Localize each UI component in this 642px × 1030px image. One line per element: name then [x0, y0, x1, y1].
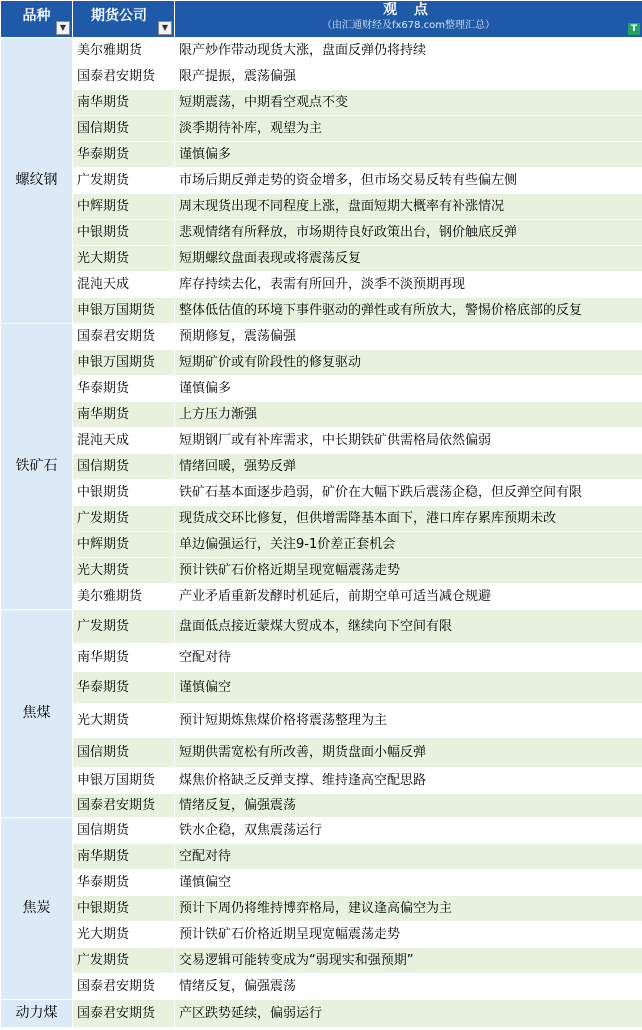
table-row: [1, 90, 642, 116]
view-cell: 现货成交环比修复，但供增需降基本面下，港口库存累库预期未改: [175, 506, 642, 532]
company-cell: 南华期货: [73, 644, 175, 672]
table-row: [1, 428, 642, 454]
table-row: [1, 298, 642, 324]
filter-active-icon[interactable]: T: [628, 23, 640, 35]
view-cell: 交易逻辑可能转变成为“弱现实和强预期”: [175, 948, 642, 974]
company-cell: 国信期货: [73, 454, 175, 480]
table-row: [1, 704, 642, 738]
table-row: [1, 870, 642, 896]
view-cell: 谨慎偏多: [175, 376, 642, 402]
view-cell: 空配对待: [175, 844, 642, 870]
company-cell: 中银期货: [73, 896, 175, 922]
header-row: [1, 1, 642, 38]
table-row: [1, 402, 642, 428]
view-cell: 预计铁矿石价格近期呈现宽幅震荡走势: [175, 922, 642, 948]
company-cell: 华泰期货: [73, 376, 175, 402]
company-cell: 南华期货: [73, 90, 175, 116]
view-cell: 预计短期炼焦煤价格将震荡整理为主: [175, 704, 642, 738]
view-cell: 悲观情绪有所释放，市场期待良好政策出台，钢价触底反弹: [175, 220, 642, 246]
table-row: [1, 896, 642, 922]
table-row: [1, 506, 642, 532]
company-cell: 国泰君安期货: [73, 1000, 175, 1028]
company-cell: 国信期货: [73, 738, 175, 768]
table-row: [1, 480, 642, 506]
table-row: [1, 454, 642, 480]
view-cell: 谨慎偏空: [175, 870, 642, 896]
header-company-label: 期货公司: [91, 8, 147, 24]
view-cell: 短期螺纹盘面表现或将震荡反复: [175, 246, 642, 272]
view-cell: 限产提振，震荡偏强: [175, 64, 642, 90]
company-cell: 华泰期货: [73, 672, 175, 704]
view-cell: 库存持续去化，表需有所回升，淡季不淡预期再现: [175, 272, 642, 298]
view-cell: 短期震荡，中期看空观点不变: [175, 90, 642, 116]
table-row: [1, 584, 642, 610]
company-cell: 国信期货: [73, 116, 175, 142]
company-cell: 国泰君安期货: [73, 324, 175, 350]
table-row: [1, 610, 642, 644]
table-row: [1, 844, 642, 870]
company-cell: 南华期货: [73, 844, 175, 870]
table-row: [1, 246, 642, 272]
table-row: [1, 738, 642, 768]
header-variety-label: 品种: [22, 8, 51, 24]
table-row: [1, 948, 642, 974]
table-row: [1, 558, 642, 584]
view-cell: 预计铁矿石价格近期呈现宽幅震荡走势: [175, 558, 642, 584]
company-cell: 光大期货: [73, 922, 175, 948]
company-cell: 申银万国期货: [73, 298, 175, 324]
view-cell: 预期修复，震荡偏强: [175, 324, 642, 350]
company-cell: 美尔雅期货: [73, 38, 175, 64]
company-cell: 光大期货: [73, 558, 175, 584]
header-view-note: （由汇通财经及fx678.com整理汇总）: [321, 20, 496, 31]
view-cell: 空配对待: [175, 644, 642, 672]
table-row: [1, 220, 642, 246]
table-row: [1, 644, 642, 672]
table-row: [1, 168, 642, 194]
view-cell: 煤焦价格缺乏反弹支撑、维持逢高空配思路: [175, 768, 642, 794]
filter-dropdown-icon[interactable]: ▼: [158, 21, 172, 35]
table-body: [1, 38, 642, 1028]
view-cell: 短期钢厂或有补库需求，中长期铁矿供需格局依然偏弱: [175, 428, 642, 454]
variety-cell: 焦煤: [1, 610, 73, 818]
view-cell: 铁水企稳，双焦震荡运行: [175, 818, 642, 844]
view-cell: 谨慎偏空: [175, 672, 642, 704]
company-cell: 国泰君安期货: [73, 974, 175, 1000]
view-cell: 单边偏强运行，关注9-1价差正套机会: [175, 532, 642, 558]
company-cell: 广发期货: [73, 168, 175, 194]
variety-cell: 焦炭: [1, 818, 73, 1000]
table-row: [1, 1000, 642, 1028]
company-cell: 国信期货: [73, 818, 175, 844]
table-row: [1, 142, 642, 168]
table-row: [1, 324, 642, 350]
table-row: [1, 64, 642, 90]
company-cell: 南华期货: [73, 402, 175, 428]
variety-cell: 铁矿石: [1, 324, 73, 610]
table-row: [1, 350, 642, 376]
company-cell: 广发期货: [73, 948, 175, 974]
view-cell: 淡季期待补库，观望为主: [175, 116, 642, 142]
company-cell: 华泰期货: [73, 870, 175, 896]
view-cell: 情绪回暖，强势反弹: [175, 454, 642, 480]
company-cell: 华泰期货: [73, 142, 175, 168]
table-row: [1, 194, 642, 220]
view-cell: 限产炒作带动现货大涨，盘面反弹仍将持续: [175, 38, 642, 64]
header-company: [73, 1, 175, 38]
header-variety: [1, 1, 73, 38]
table-row: [1, 116, 642, 142]
header-view: [175, 1, 642, 38]
view-cell: 产业矛盾重新发酵时机延后，前期空单可适当减仓规避: [175, 584, 642, 610]
view-cell: 短期矿价或有阶段性的修复驱动: [175, 350, 642, 376]
view-cell: 市场后期反弹走势的资金增多，但市场交易反转有些偏左侧: [175, 168, 642, 194]
view-cell: 上方压力渐强: [175, 402, 642, 428]
view-cell: 短期供需宽松有所改善，期货盘面小幅反弹: [175, 738, 642, 768]
company-cell: 中银期货: [73, 480, 175, 506]
view-cell: 铁矿石基本面逐步趋弱，矿价在大幅下跌后震荡企稳，但反弹空间有限: [175, 480, 642, 506]
filter-dropdown-icon[interactable]: ▼: [56, 21, 70, 35]
table-row: [1, 794, 642, 818]
view-cell: 整体低估值的环境下事件驱动的弹性或有所放大，警惕价格底部的反复: [175, 298, 642, 324]
variety-cell: 螺纹钢: [1, 38, 73, 324]
variety-cell: 动力煤: [1, 1000, 73, 1028]
header-view-label: 观 点: [383, 2, 434, 18]
table-row: [1, 532, 642, 558]
company-cell: 混沌天成: [73, 428, 175, 454]
company-cell: 申银万国期货: [73, 768, 175, 794]
view-cell: 情绪反复，偏强震荡: [175, 794, 642, 818]
company-cell: 国泰君安期货: [73, 794, 175, 818]
view-cell: 产区跌势延续，偏弱运行: [175, 1000, 642, 1028]
table-row: [1, 376, 642, 402]
company-cell: 中辉期货: [73, 194, 175, 220]
view-cell: 周末现货出现不同程度上涨，盘面短期大概率有补涨情况: [175, 194, 642, 220]
view-cell: 情绪反复，偏强震荡: [175, 974, 642, 1000]
table-row: [1, 922, 642, 948]
company-cell: 国泰君安期货: [73, 64, 175, 90]
company-cell: 中银期货: [73, 220, 175, 246]
view-cell: 预计下周仍将维持博弈格局，建议逢高偏空为主: [175, 896, 642, 922]
company-cell: 中辉期货: [73, 532, 175, 558]
company-cell: 申银万国期货: [73, 350, 175, 376]
company-cell: 广发期货: [73, 506, 175, 532]
company-cell: 混沌天成: [73, 272, 175, 298]
view-cell: 谨慎偏多: [175, 142, 642, 168]
view-cell: 盘面低点接近蒙煤大贸成本，继续向下空间有限: [175, 610, 642, 644]
company-cell: 光大期货: [73, 704, 175, 738]
company-cell: 广发期货: [73, 610, 175, 644]
table-row: [1, 272, 642, 298]
table-row: [1, 818, 642, 844]
table-row: [1, 38, 642, 64]
table-row: [1, 768, 642, 794]
company-cell: 光大期货: [73, 246, 175, 272]
company-cell: 美尔雅期货: [73, 584, 175, 610]
table-row: [1, 672, 642, 704]
table-row: [1, 974, 642, 1000]
